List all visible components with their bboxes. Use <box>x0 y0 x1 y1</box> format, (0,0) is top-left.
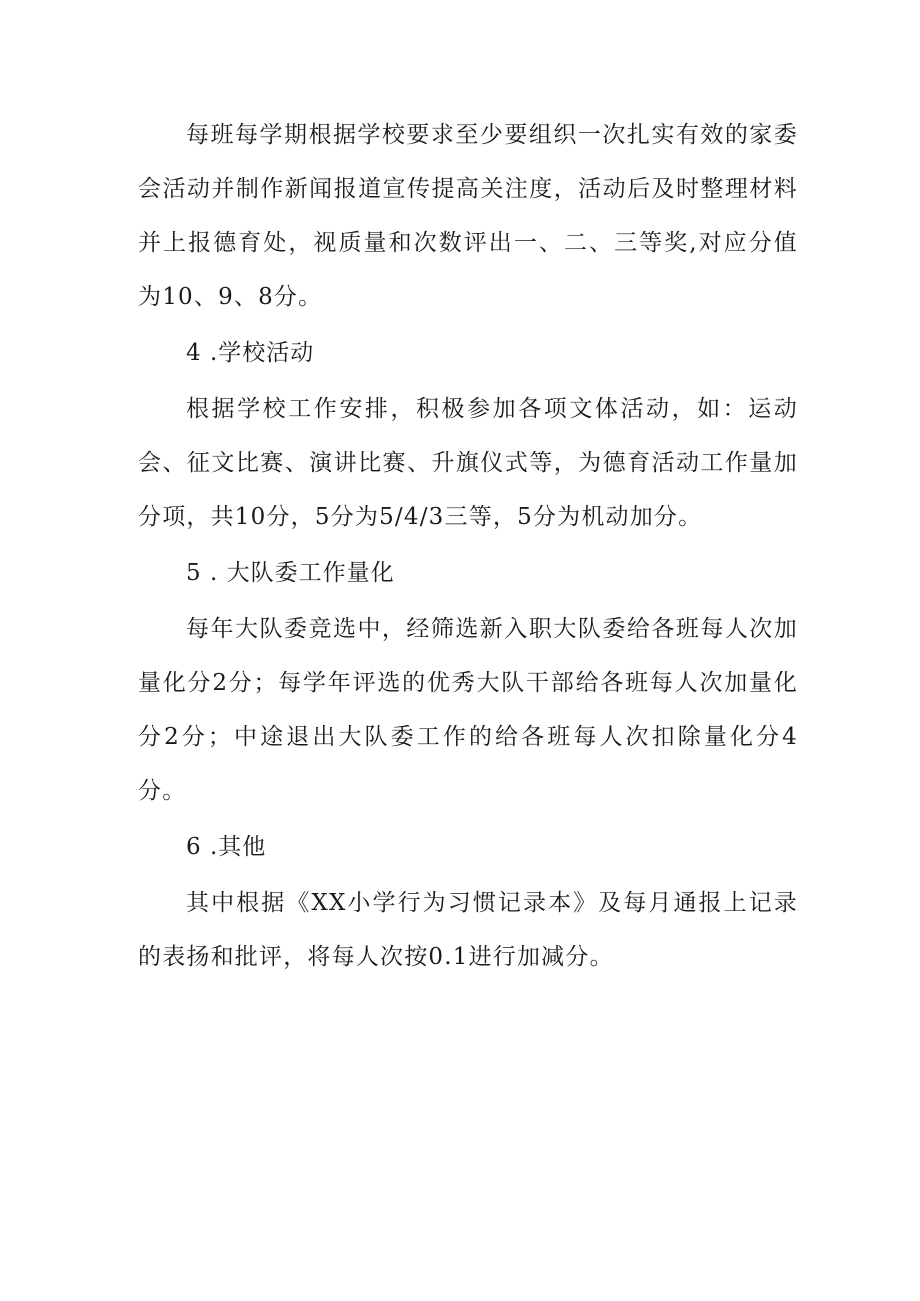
paragraph-other: 其中根据《XX小学行为习惯记录本》及每月通报上记录的表扬和批评，将每人次按0.1进行加减分。 <box>138 890 798 970</box>
document-body <box>138 108 798 984</box>
paragraph-brigade-committee: 每年大队委竞选中，经筛选新入职大队委给各班每人次加量化分2分；每学年评选的优秀大队干部给各班每人次加量化分2分；中途退出大队委工作的给各班每人次扣除量化分4分。 <box>138 616 798 804</box>
paragraph-school-activities: 根据学校工作安排，积极参加各项文体活动，如：运动会、征文比赛、演讲比赛、升旗仪式等，为德育活动工作量加分项，共10分，5分为5/4/3三等，5分为机动加分。 <box>138 396 798 530</box>
heading-brigade-committee: 5 . 大队委工作量化 <box>186 560 395 586</box>
heading-other: 6 .其他 <box>186 834 267 860</box>
heading-school-activities: 4 .学校活动 <box>186 340 315 366</box>
paragraph-parent-committee: 每班每学期根据学校要求至少要组织一次扎实有效的家委会活动并制作新闻报道宣传提高关注度，活动后及时整理材料并上报德育处，视质量和次数评出一、二、三等奖,对应分值为10、9、8分。 <box>138 122 798 310</box>
